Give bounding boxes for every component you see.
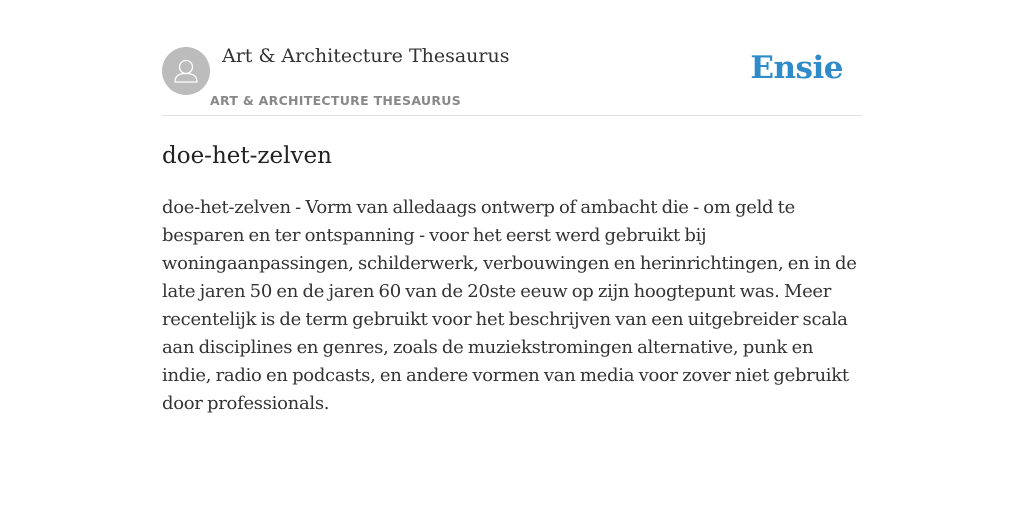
definition-text: doe-het-zelven - Vorm van alledaags ontwerp of ambacht die - om geld te besparen en ter ontspanning - voor het eerst werd gebruikt bij woningaanpassingen, schilderwerk, verbouwingen en herinrichtingen, en in de late jaren 50 en de jaren 60 van de 20ste eeuw op zijn hoogtepunt was. Meer recentelijk is de term gebruikt voor het beschrijven van een uitgebreider scala aan disciplines en genres, zoals de muziekstromingen alternative, punk en indie, radio en podcasts, en andere vormen van media voor zover niet gebruikt door professionals. [162,197,857,414]
page-title: doe-het-zelven [162,143,332,169]
avatar[interactable] [162,47,210,95]
source-label[interactable]: ART & ARCHITECTURE THESAURUS [210,93,462,108]
entry-card [162,0,862,418]
entry-header [162,0,862,116]
ensie-logo[interactable]: Ensie [750,50,843,86]
author-name[interactable]: Art & Architecture Thesaurus [222,45,510,67]
user-silhouette-icon [162,47,210,95]
